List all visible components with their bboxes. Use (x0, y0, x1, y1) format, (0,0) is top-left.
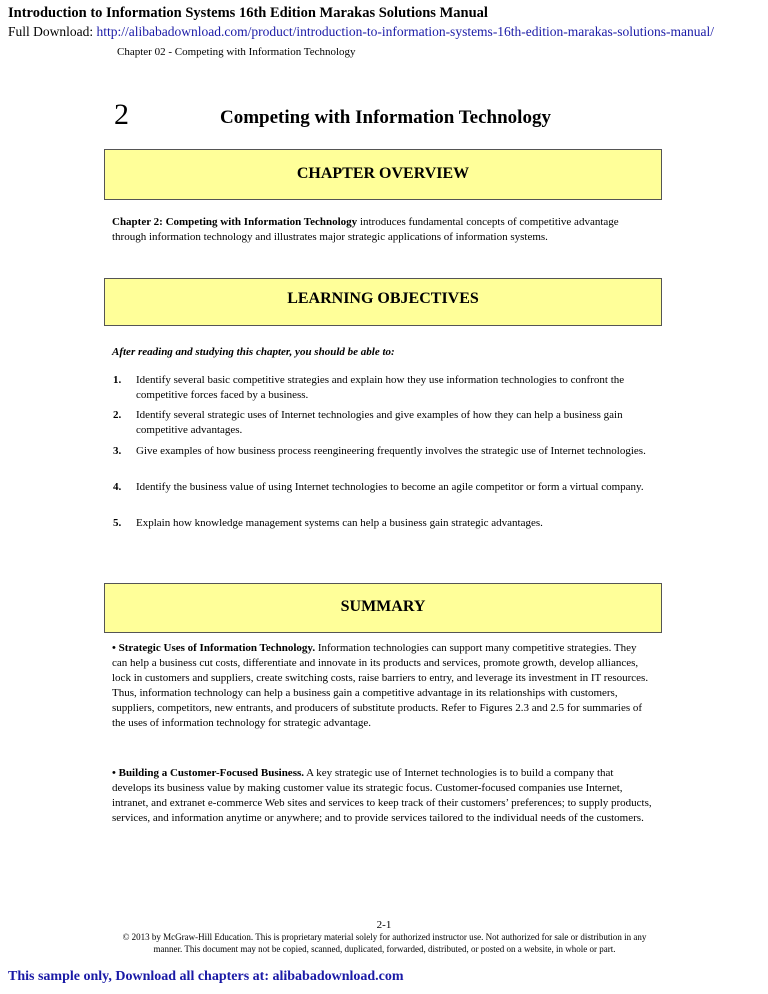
objective-item (113, 408, 648, 438)
copyright-notice: © 2013 by McGraw-Hill Education. This is proprietary material solely for authorized instructor use. Not authorized for sale or distribution in any manner. This document may not be copied, scanned, duplicated, forwarded, distributed, or posted on a website, in whole or part. (122, 932, 647, 954)
summary-text: A key strategic use of Internet technologies is to build a company that develops its business value by making customer value its strategic focus. Customer-focused companies use Internet, intranet, and extranet e-commerce Web sites and services to keep track of their customers’ preferences; to supply products, services, and information anytime or anywhere; and to provide services tailored to the individual needs of the customers. (112, 767, 652, 824)
learning-objectives-box (104, 278, 662, 326)
objective-text: Give examples of how business process reengineering frequently involves the strategic use of Internet technologies. (136, 445, 646, 457)
chapter-overview-heading: CHAPTER OVERVIEW (296, 165, 470, 182)
chapter-number: 2 (114, 98, 129, 131)
banner-title: Introduction to Information Systems 16th Edition Marakas Solutions Manual (8, 5, 488, 21)
objective-item (113, 480, 648, 495)
chapter-overview-box (104, 149, 662, 200)
summary-heading: SUMMARY (340, 598, 426, 615)
chapter-title: Competing with Information Technology (220, 107, 551, 128)
objective-number: 1. (113, 374, 122, 386)
summary-text: Information technologies can support many competitive strategies. They can help a business cut costs, differentiate and innovate in its products and services, promote growth, develop alliances, lock in customers and suppliers, create switching costs, raise barriers to entry, and leverage its investment in IT resources. Thus, information technology can help a business gain a competitive advantage in its relationships with customers, suppliers, competitors, new entrants, and producers of substitute products. Refer to Figures 2.3 and 2.5 for summaries of the uses of information technology for strategic advantage. (112, 642, 649, 729)
download-link[interactable]: http://alibabadownload.com/product/introduction-to-information-systems-16th-edition-marakas-solutions-manual/ (96, 24, 715, 39)
overview-lead: Chapter 2: Competing with Information Technology (112, 216, 358, 228)
objective-item (113, 444, 648, 459)
objective-item (113, 516, 648, 531)
summary-paragraph (112, 766, 652, 826)
summary-lead: • Strategic Uses of Information Technology. (112, 642, 316, 654)
summary-paragraph (112, 641, 652, 731)
objective-text: Identify several basic competitive strategies and explain how they use information technologies to confront the competitive forces faced by a business. (136, 374, 625, 401)
objective-number: 4. (113, 481, 122, 493)
objective-text: Explain how knowledge management systems can help a business gain strategic advantages. (136, 517, 543, 529)
summary-lead: • Building a Customer-Focused Business. (112, 767, 305, 779)
objective-number: 5. (113, 517, 122, 529)
objective-number: 3. (113, 445, 122, 457)
objective-number: 2. (113, 409, 122, 421)
running-head: Chapter 02 - Competing with Information Technology (117, 46, 356, 58)
objective-text: Identify several strategic uses of Internet technologies and give examples of how they can help a business gain competitive advantages. (136, 409, 623, 436)
objective-item (113, 373, 648, 403)
overview-text: introduces fundamental concepts of competitive advantage through information technology and illustrates major strategic applications of information systems. (112, 216, 619, 243)
learning-objectives-heading: LEARNING OBJECTIVES (287, 290, 479, 307)
download-label: Full Download: (8, 24, 97, 39)
objectives-intro: After reading and studying this chapter, you should be able to: (112, 346, 395, 358)
bottom-download-note[interactable]: This sample only, Download all chapters at: alibabadownload.com (8, 969, 404, 984)
summary-box (104, 583, 662, 633)
download-line (8, 24, 714, 40)
page-number: 2-1 (376, 919, 392, 931)
objective-text: Identify the business value of using Internet technologies to become an agile competitor or form a virtual company. (136, 481, 644, 493)
overview-paragraph (112, 215, 644, 245)
